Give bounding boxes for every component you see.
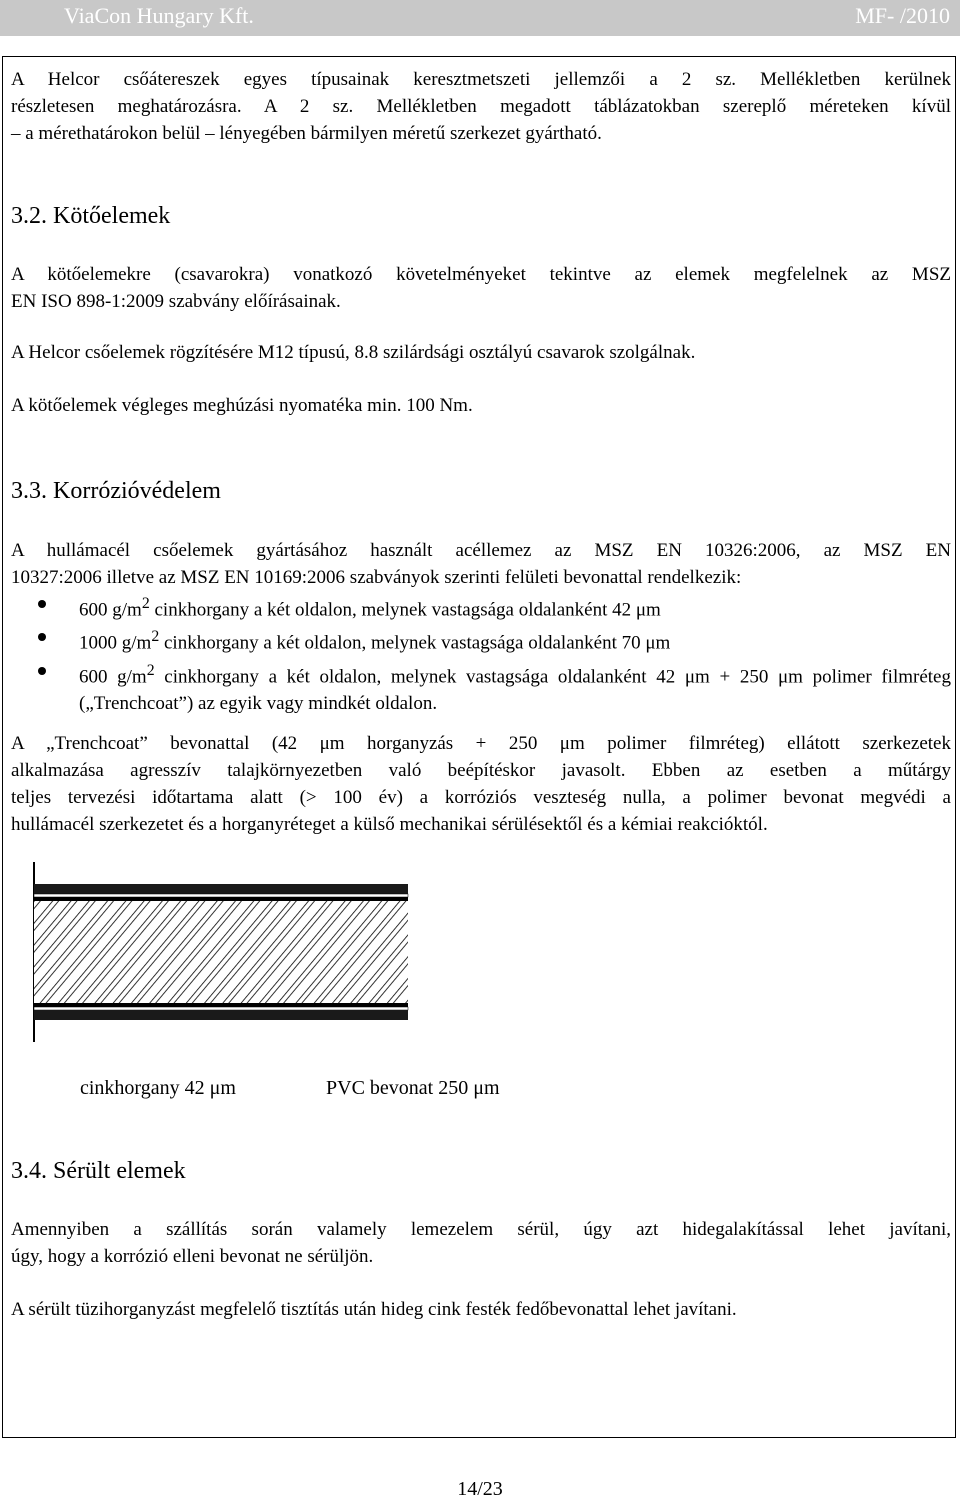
intro-line-2: részletesen meghatározásra. A 2 sz. Mellékletben megadott táblázatokban szereplő méreteken kívül	[11, 96, 951, 117]
section-3-4-para2: A sérült tüzihorganyzást megfelelő tisztítás után hideg cink festék fedőbevonattal lehet javítani.	[11, 1299, 737, 1320]
intro-line-1: A Helcor csőátereszek egyes típusainak keresztmetszeti jellemzői a 2 sz. Mellékletben kerülnek	[11, 69, 951, 90]
bottom-zinc-layer	[34, 1007, 408, 1010]
page-header	[0, 0, 960, 36]
top-pvc-layer	[34, 884, 408, 894]
steel-core	[34, 901, 408, 1003]
intro-line-3: – a mérethatárokon belül – lényegében bármilyen méretű szerkezet gyártható.	[11, 123, 602, 144]
coating-cross-section-figure	[30, 862, 410, 1042]
section-3-2-heading: 3.2. Kötőelemek	[11, 203, 171, 229]
section-3-3-para-line1: A „Trenchcoat” bevonattal (42 μm horganyzás + 250 μm polimer filmréteg) ellátott szerkezetek	[11, 733, 951, 754]
figure-caption-zinc: cinkhorgany 42 μm	[80, 1077, 236, 1099]
section-3-3-para-line3: teljes tervezési időtartama alatt (> 100 év) a korróziós veszteség nulla, a polimer bevonat megvédi a	[11, 787, 951, 808]
section-3-3-intro-line1: A hullámacél csőelemek gyártásához használt acéllemez az MSZ EN 10326:2006, az MSZ EN	[11, 540, 951, 561]
section-3-3-para-line4: hullámacél szerkezetet és a horganyréteget a külső mechanikai sérülésektől és a kémiai reakcióktól.	[11, 814, 768, 835]
section-3-3-heading: 3.3. Korrózióvédelem	[11, 478, 221, 504]
section-3-2-para1-line1: A kötőelemekre (csavarokra) vonatkozó követelményeket tekintve az elemek megfelelnek az MSZ	[11, 264, 951, 285]
coating-list	[11, 590, 951, 717]
bullet-icon	[38, 667, 46, 675]
section-3-4-para1-line1: Amennyiben a szállítás során valamely lemezelem sérül, úgy azt hidegalakítással lehet javítani,	[11, 1219, 951, 1240]
bottom-zinc-line	[34, 1003, 408, 1007]
header-doc-ref: MF- /2010	[855, 3, 950, 28]
section-3-2-para2: A Helcor csőelemek rögzítésére M12 típusú, 8.8 szilárdsági osztályú csavarok szolgálnak.	[11, 342, 696, 363]
section-3-2-para3: A kötőelemek végleges meghúzási nyomatéka min. 100 Nm.	[11, 395, 473, 416]
list-item: 600 $g/m^2$ cinkhorgany a két oldalon, melynek vastagsága oldalanként 42 μm + 250 μm polimer filmréteg („Trenchcoat”) az egyik vagy mindkét oldalon.	[11, 657, 951, 717]
top-zinc-line	[34, 897, 408, 901]
bullet-icon	[38, 633, 46, 641]
bottom-pvc-layer	[34, 1010, 408, 1020]
section-3-2-para1-line2: EN ISO 898-1:2009 szabvány előírásainak.	[11, 291, 341, 312]
list-item: 600 $g/m^2$ cinkhorgany a két oldalon, melynek vastagsága oldalanként 42 μm	[11, 590, 951, 623]
top-zinc-layer	[34, 894, 408, 897]
bullet-icon	[38, 600, 46, 608]
header-company: ViaCon Hungary Kft.	[64, 3, 254, 28]
section-3-4-para1-line2: úgy, hogy a korrózió elleni bevonat ne sérüljön.	[11, 1246, 374, 1267]
page-number: 14/23	[457, 1478, 503, 1500]
section-3-3-para-line2: alkalmazása agresszív talajkörnyezetben való beépítéskor javasolt. Ebben az esetben a műtárgy	[11, 760, 951, 781]
section-3-3-intro-line2: 10327:2006 illetve az MSZ EN 10169:2006 szabványok szerinti felületi bevonattal rendelkezik:	[11, 567, 742, 588]
figure-caption-pvc: PVC bevonat 250 μm	[326, 1077, 500, 1099]
section-3-4-heading: 3.4. Sérült elemek	[11, 1158, 186, 1184]
list-item: 1000 $g/m^2$ cinkhorgany a két oldalon, melynek vastagsága oldalanként 70 μm	[11, 623, 951, 656]
